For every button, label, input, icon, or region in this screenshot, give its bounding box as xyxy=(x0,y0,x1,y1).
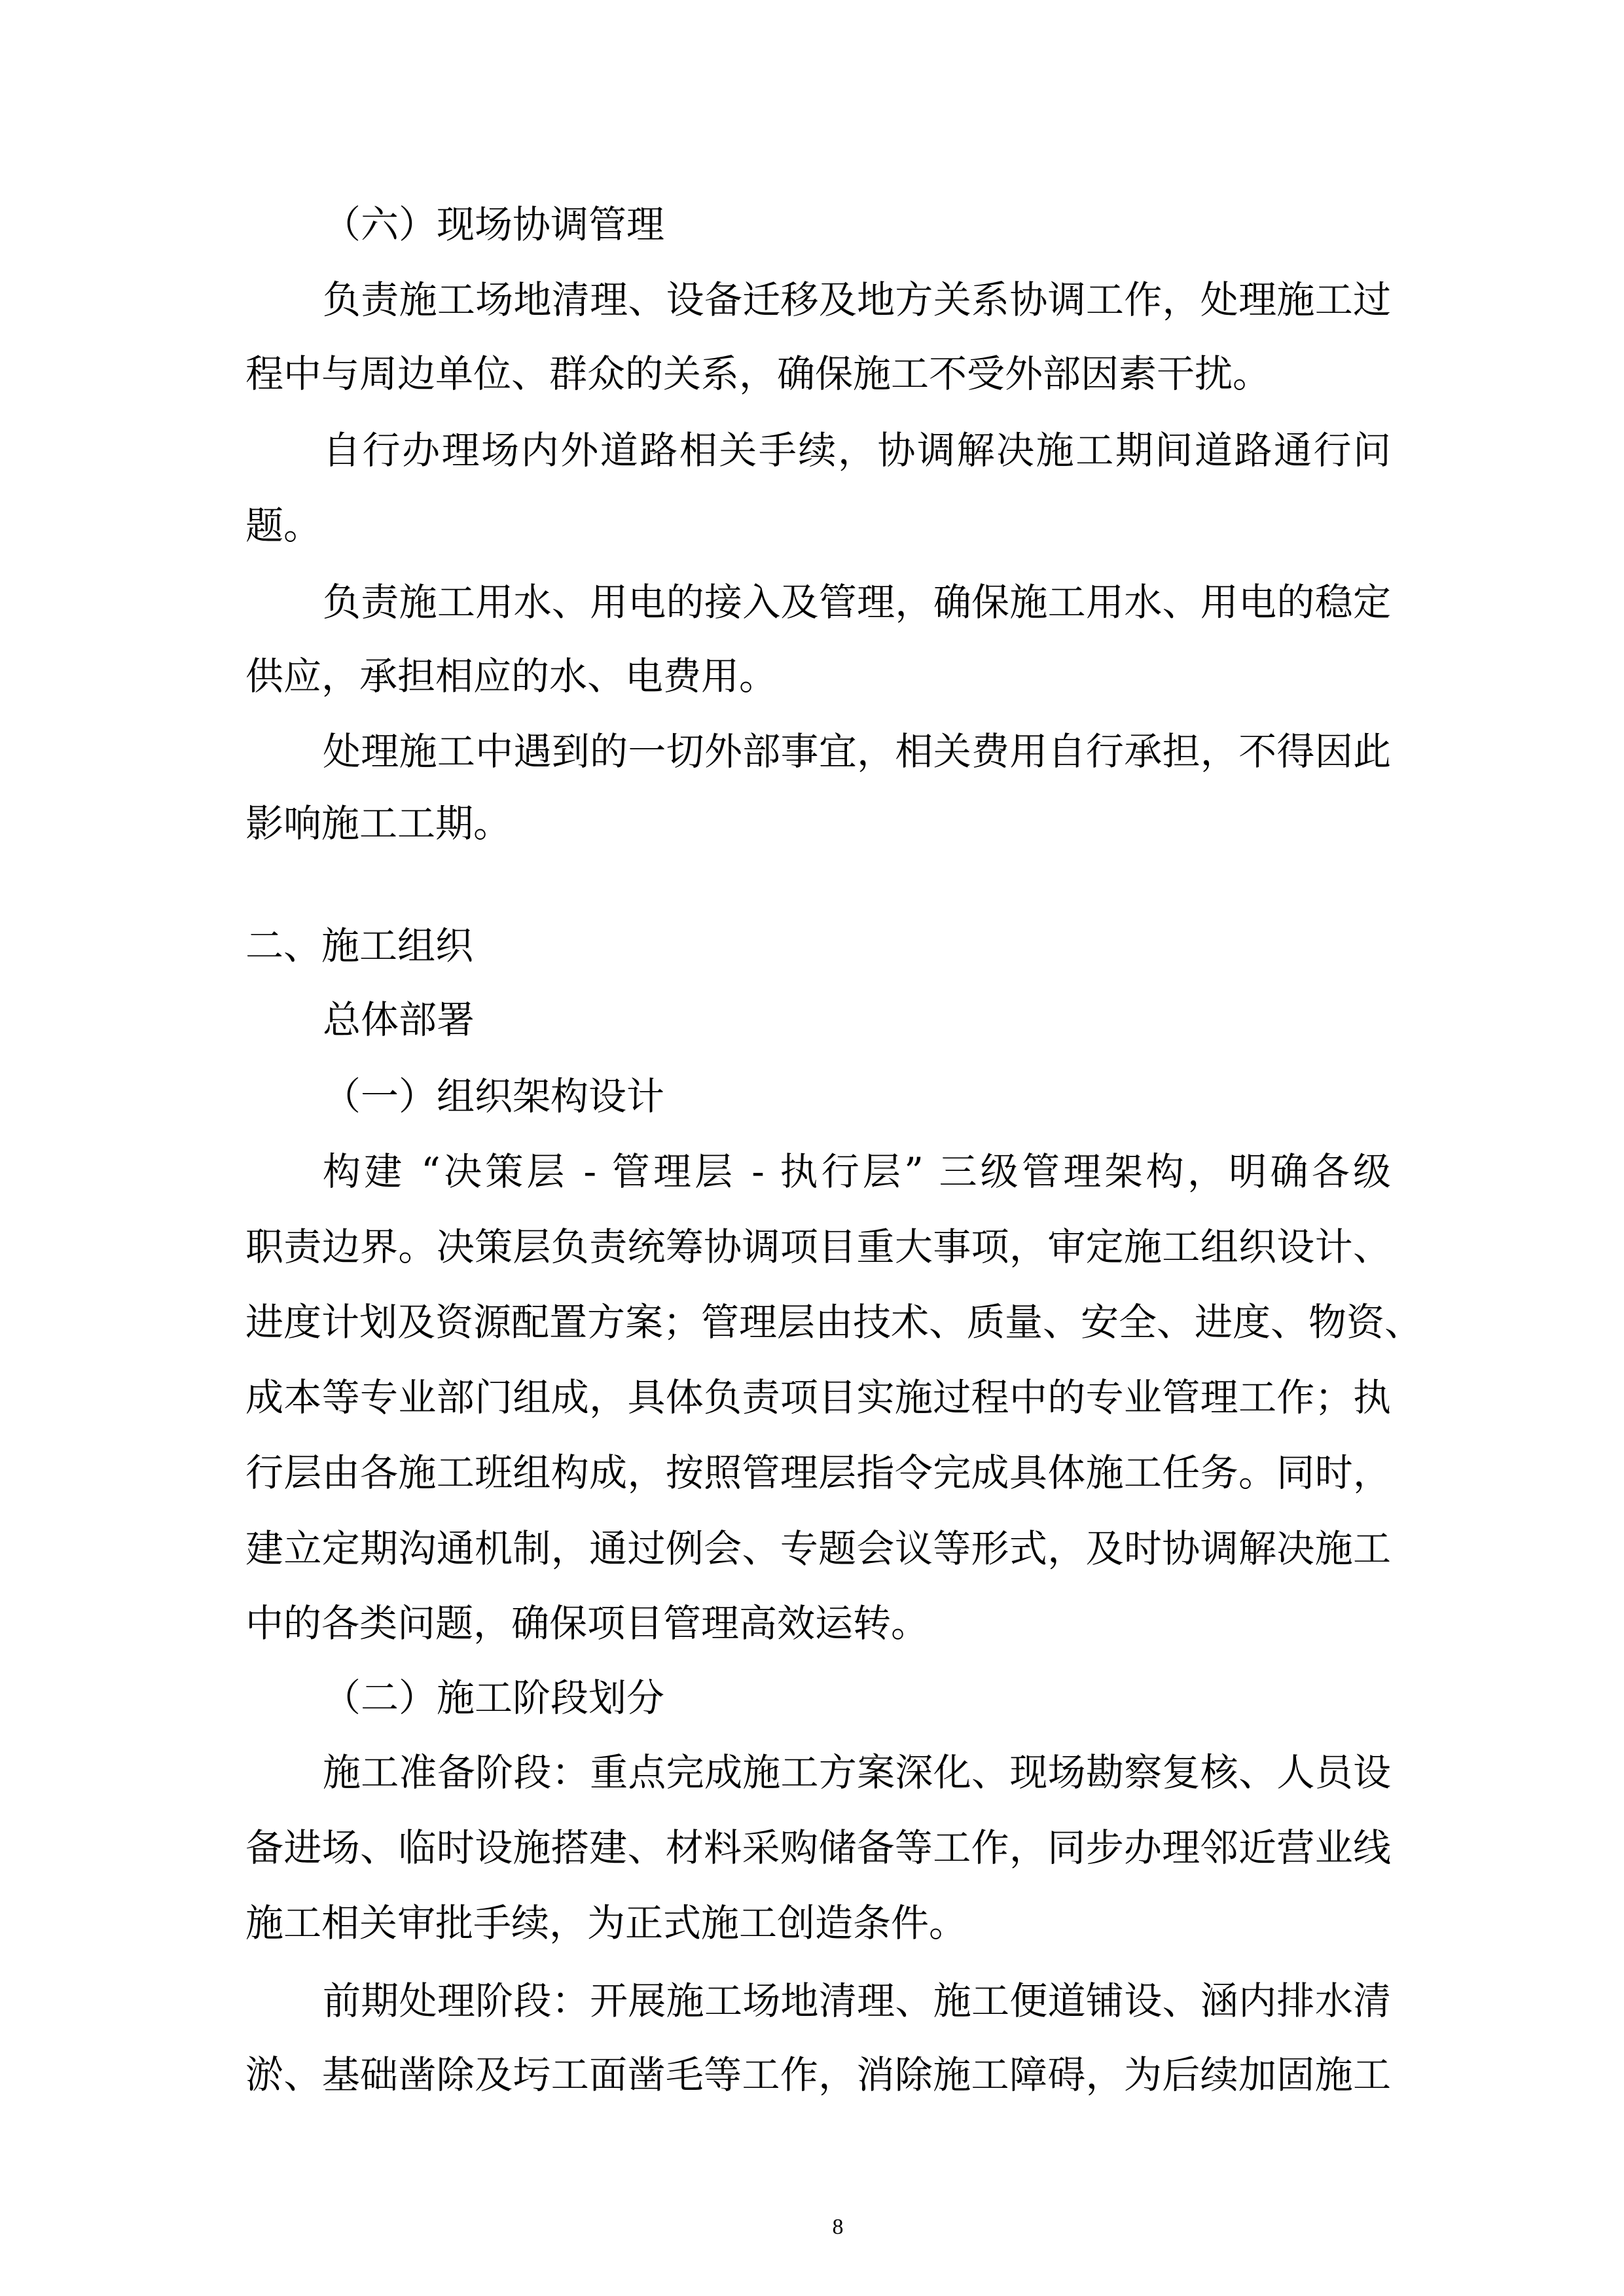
paragraph-line: 负责施工场地清理、设备迁移及地方关系协调工作，处理施工过 xyxy=(323,278,1391,322)
paragraph-line: 职责边界。决策层负责统筹协调项目重大事项，审定施工组织设计、 xyxy=(245,1225,1391,1269)
subheading-overall-deployment: 总体部署 xyxy=(323,997,475,1042)
paragraph-line: 供应，承担相应的水、电费用。 xyxy=(245,654,778,698)
paragraph-line: 行层由各施工班组构成，按照管理层指令完成具体施工任务。同时， xyxy=(245,1450,1391,1495)
paragraph-line: 施工相关审批手续，为正式施工创造条件。 xyxy=(245,1901,967,1945)
paragraph-line: 施工准备阶段：重点完成施工方案深化、现场勘察复核、人员设 xyxy=(323,1750,1391,1795)
paragraph-line: 影响施工工期。 xyxy=(245,801,512,846)
paragraph-line: 建立定期沟通机制，通过例会、专题会议等形式，及时协调解决施工 xyxy=(245,1526,1391,1571)
paragraph-line: 处理施工中遇到的一切外部事宜，相关费用自行承担，不得因此 xyxy=(323,729,1391,774)
paragraph-line: 前期处理阶段：开展施工场地清理、施工便道铺设、涵内排水清 xyxy=(323,1979,1391,2023)
paragraph-line: 备进场、临时设施搭建、材料采购储备等工作，同步办理邻近营业线 xyxy=(245,1825,1391,1870)
paragraph-line: 程中与周边单位、群众的关系，确保施工不受外部因素干扰。 xyxy=(245,351,1271,396)
chapter-heading-construction-organization: 二、施工组织 xyxy=(245,924,474,968)
paragraph-line: 进度计划及资源配置方案；管理层由技术、质量、安全、进度、物资、 xyxy=(245,1300,1423,1344)
paragraph-line: 自行办理场内外道路相关手续，协调解决施工期间道路通行问 xyxy=(323,428,1391,473)
section-heading-construction-phases: （二）施工阶段划分 xyxy=(323,1676,665,1720)
paragraph-line: 题。 xyxy=(245,503,322,548)
paragraph-line: 负责施工用水、用电的接入及管理，确保施工用水、用电的稳定 xyxy=(323,580,1391,624)
section-heading-org-structure: （一）组织架构设计 xyxy=(323,1074,665,1119)
paragraph-line: 淤、基础凿除及圬工面凿毛等工作，消除施工障碍，为后续加固施工 xyxy=(245,2053,1391,2097)
paragraph-line: 成本等专业部门组成，具体负责项目实施过程中的专业管理工作；执 xyxy=(245,1375,1391,1420)
section-heading-site-coordination: （六）现场协调管理 xyxy=(323,202,665,247)
page-number: 8 xyxy=(832,2215,844,2239)
paragraph-line: 构建 “决策层 - 管理层 - 执行层” 三级管理架构，明确各级 xyxy=(323,1149,1391,1194)
paragraph-line: 中的各类问题，确保项目管理高效运转。 xyxy=(245,1601,929,1645)
